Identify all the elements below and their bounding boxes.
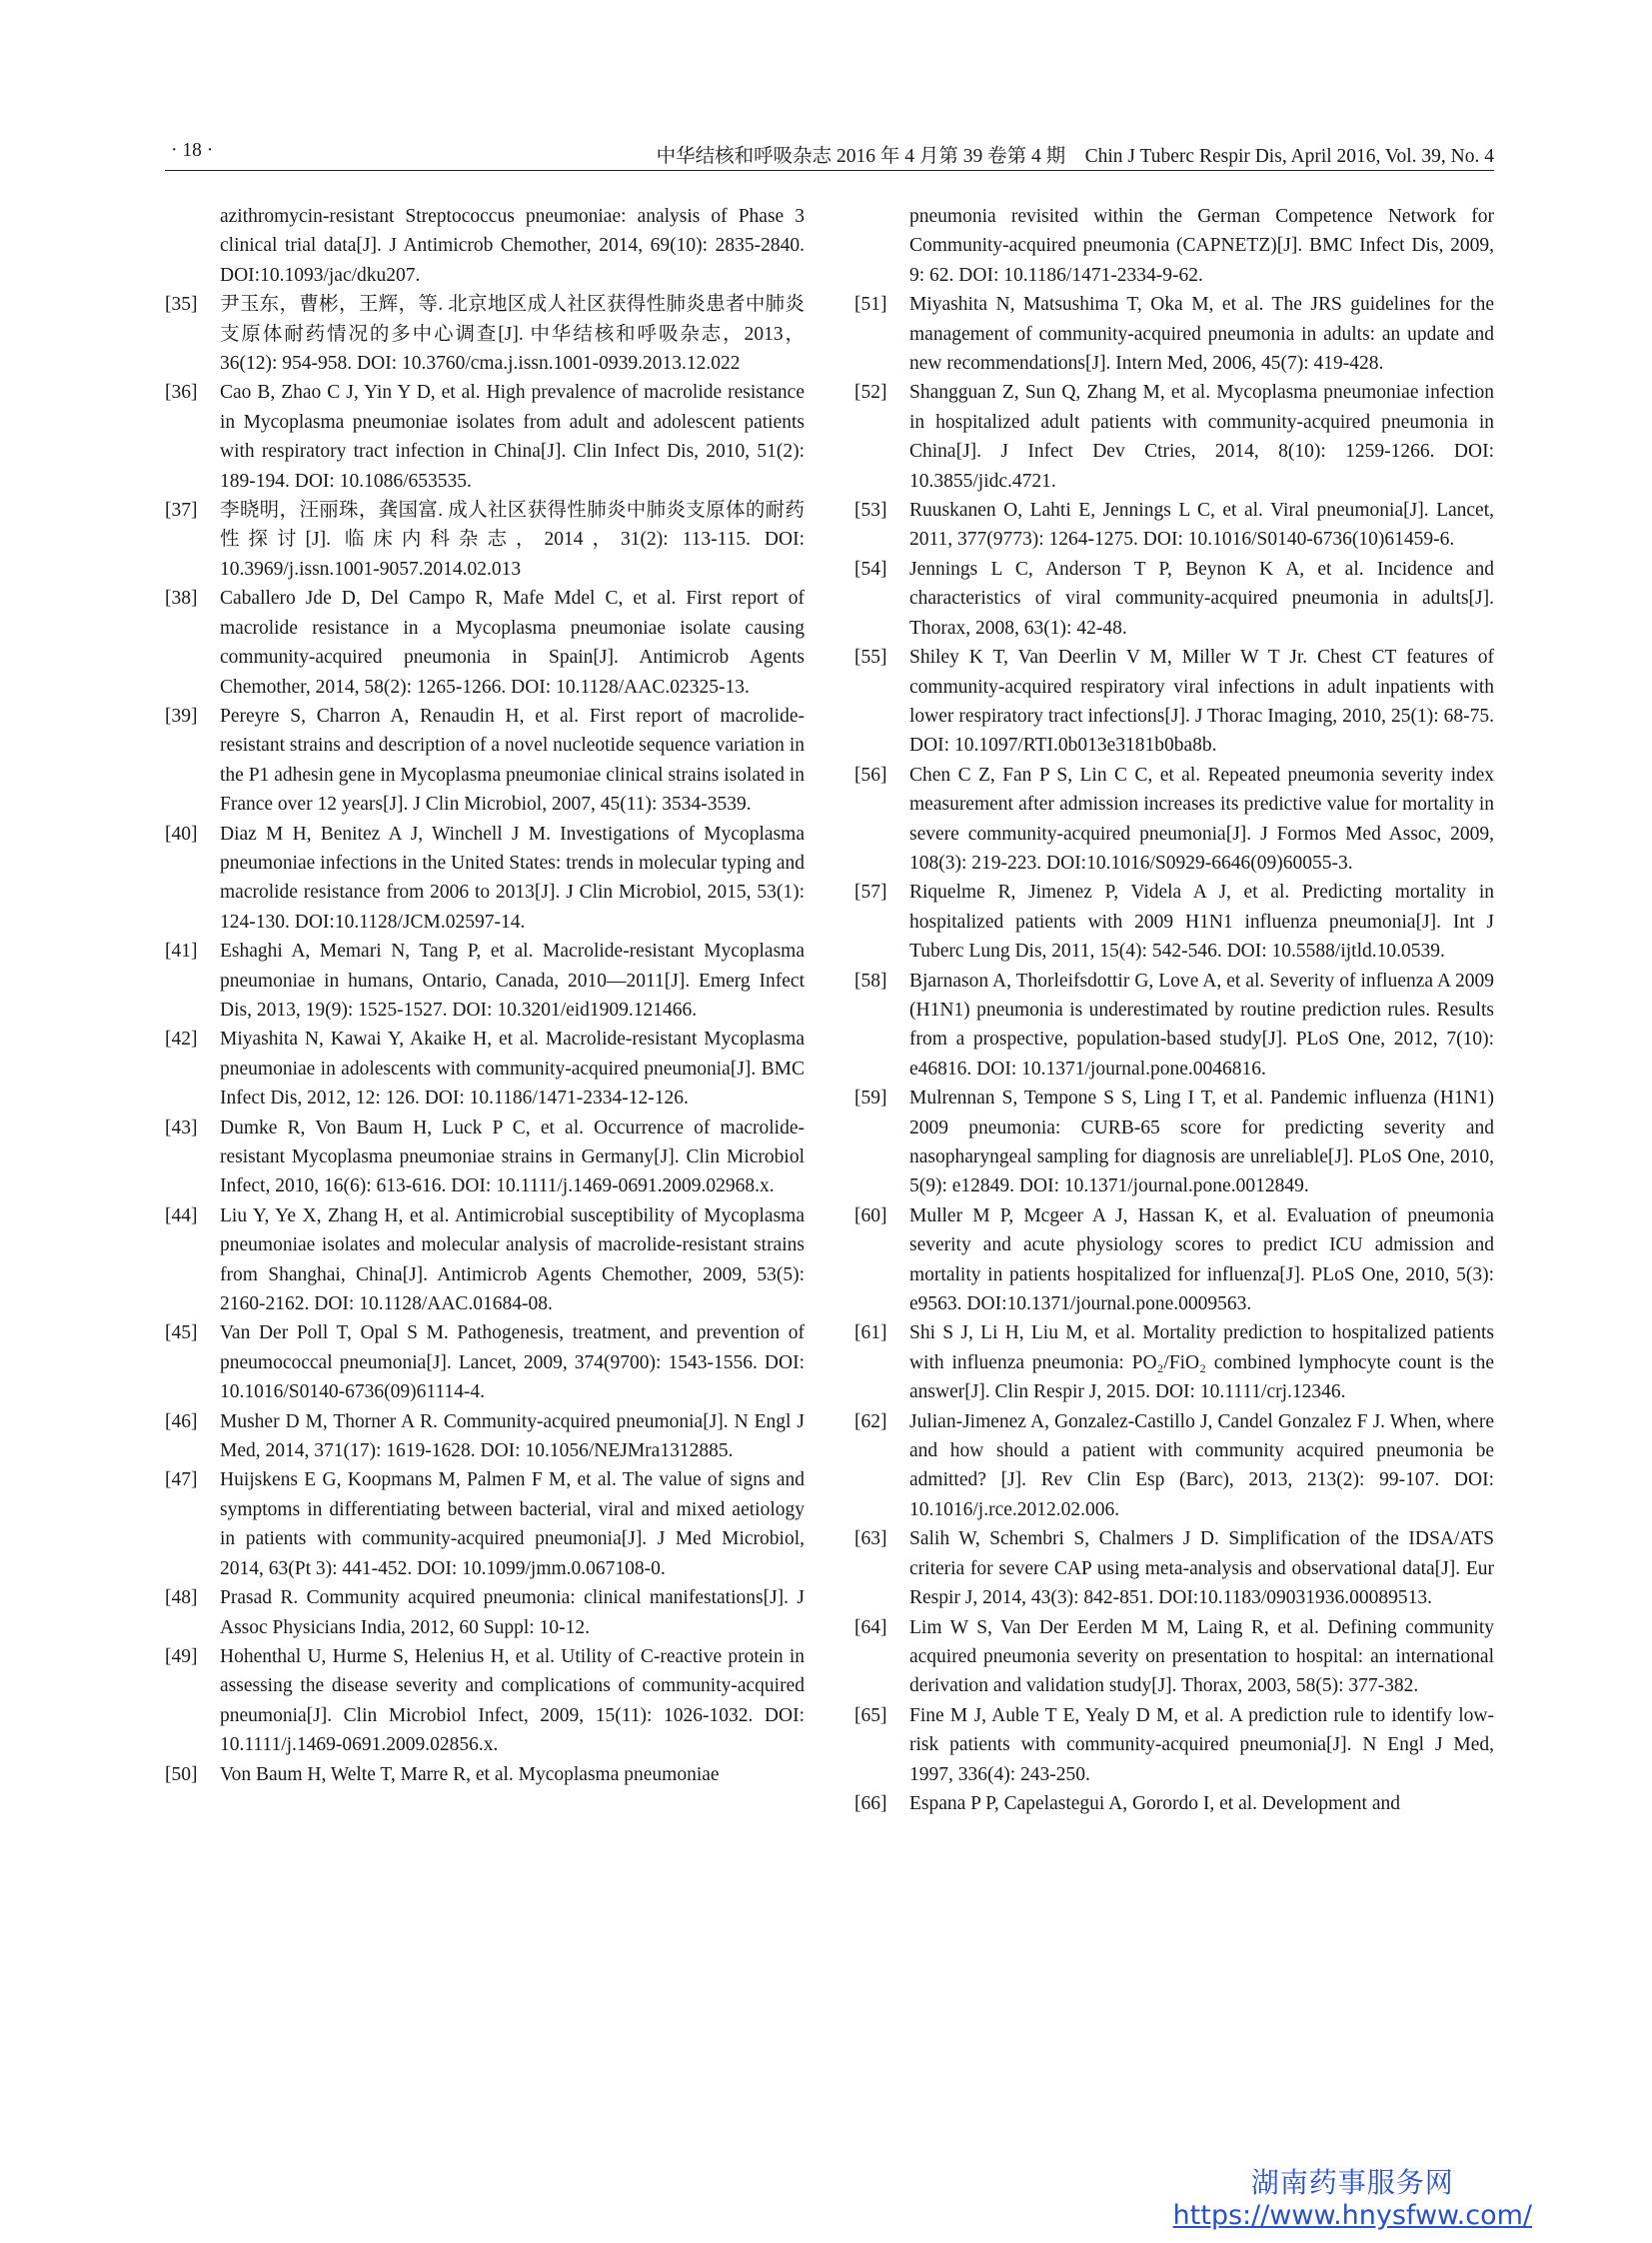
reference-text: Mulrennan S, Tempone S S, Ling I T, et al. Pandemic influenza (H1N1) 2009 pneumonia: CURB-65 score for predicting severity and nasopharyngeal sampling for diagnosis are unreliable[J]. PLoS One, 2010, 5(9): e12849. DOI: 10.1371/journal.pone.0012849. [909, 1088, 1494, 1197]
reference-item [165, 1407, 805, 1466]
running-header [165, 134, 1494, 171]
reference-text: Shi S J, Li H, Liu M, et al. Mortality prediction to hospitalized patients with influenza pneumonia: PO₂/FiO₂ combined lymphocyte count is the answer[J]. Clin Respir J, 2015. DOI: 10.1111/crj.12346. [909, 1322, 1494, 1403]
right-reference-column [854, 202, 1494, 1818]
reference-text: Huijskens E G, Koopmans M, Palmen F M, et al. The value of signs and symptoms in differentiating between bacterial, viral and mixed aetiology in patients with community-acquired pneumonia[J]. J Med Microbiol, 2014, 63(Pt 3): 441-452. DOI: 10.1099/jmm.0.067108-0. [220, 1469, 805, 1579]
reference-number: [53] [854, 500, 887, 522]
reference-text: pneumonia revisited within the German Competence Network for Community-acquired pneumonia (CAPNETZ)[J]. BMC Infect Dis, 2009, 9: 62. DOI: 10.1186/1471-2334-9-62. [909, 206, 1494, 286]
reference-item [165, 1583, 805, 1642]
reference-item [854, 1201, 1494, 1319]
reference-number: [66] [854, 1792, 887, 1814]
reference-text: Shiley K T, Van Deerlin V M, Miller W T Jr. Chest CT features of community-acquired respiratory viral infections in adult inpatients with lower respiratory tract infections[J]. J Thorac Imaging, 2010, 25(1): 68-75. DOI: 10.1097/RTI.0b013e3181b0ba8b. [909, 647, 1494, 757]
watermark-site-name: 湖南药事服务网 [1250, 2166, 1454, 2199]
reference-item [165, 820, 805, 938]
reference-number: [49] [165, 1645, 198, 1667]
reference-item [854, 1407, 1494, 1525]
reference-number: [65] [854, 1704, 887, 1726]
reference-item [165, 1760, 805, 1789]
reference-text: Von Baum H, Welte T, Marre R, et al. Mycoplasma pneumoniae [220, 1763, 720, 1785]
reference-item [165, 1318, 805, 1406]
reference-number: [46] [165, 1410, 198, 1432]
reference-text: Miyashita N, Kawai Y, Akaike H, et al. Macrolide-resistant Mycoplasma pneumoniae in adolescents with community-acquired pneumonia[J]. BMC Infect Dis, 2012, 12: 126. DOI: 10.1186/1471-2334-12-126. [220, 1029, 805, 1110]
reference-number: [61] [854, 1322, 887, 1344]
reference-text: Riquelme R, Jimenez P, Videla A J, et al. Predicting mortality in hospitalized patients with 2009 H1N1 influenza pneumonia[J]. Int J Tuberc Lung Dis, 2011, 15(4): 542-546. DOI: 10.5588/ijtld.10.0539. [909, 882, 1494, 963]
reference-item [854, 555, 1494, 643]
reference-number: [45] [165, 1322, 198, 1344]
reference-text: Musher D M, Thorner A R. Community-acquired pneumonia[J]. N Engl J Med, 2014, 371(17): 1619-1628. DOI: 10.1056/NEJMra1312885. [220, 1410, 805, 1462]
reference-continuation [854, 202, 1494, 290]
reference-number: [38] [165, 588, 198, 610]
reference-text: Liu Y, Ye X, Zhang H, et al. Antimicrobial susceptibility of Mycoplasma pneumoniae isolates and molecular analysis of macrolide-resistant strains from Shanghai, China[J]. Antimicrob Agents Chemother, 2009, 53(5): 2160-2162. DOI: 10.1128/AAC.01684-08. [220, 1204, 805, 1315]
reference-number: [37] [165, 500, 198, 522]
reference-item [854, 643, 1494, 761]
reference-number: [58] [854, 970, 887, 992]
reference-number: [55] [854, 647, 887, 669]
reference-number: [56] [854, 764, 887, 786]
reference-text: azithromycin-resistant Streptococcus pneumoniae: analysis of Phase 3 clinical trial data[J]. J Antimicrob Chemother, 2014, 69(10): 2835-2840. DOI:10.1093/jac/dku207. [220, 206, 805, 286]
reference-text: 尹玉东，曹彬，王辉，等. 北京地区成人社区获得性肺炎患者中肺炎支原体耐药情况的多中心调查[J]. 中华结核和呼吸杂志，2013，36(12): 954-958. DOI: 10.3760/cma.j.issn.1001-0939.2013.12.022 [220, 294, 805, 375]
reference-continuation [165, 202, 805, 290]
reference-text: Cao B, Zhao C J, Yin Y D, et al. High prevalence of macrolide resistance in Mycoplasma pneumoniae isolates from adult and adolescent patients with respiratory tract infection in China[J]. Clin Infect Dis, 2010, 51(2): 189-194. DOI: 10.1086/653535. [220, 382, 805, 492]
reference-number: [40] [165, 823, 198, 845]
left-reference-column [165, 202, 805, 1789]
reference-item [854, 1789, 1494, 1818]
reference-number: [59] [854, 1088, 887, 1110]
reference-item [854, 761, 1494, 879]
reference-text: Van Der Poll T, Opal S M. Pathogenesis, treatment, and prevention of pneumococcal pneumonia[J]. Lancet, 2009, 374(9700): 1543-1556. DOI: 10.1016/S0140-6736(09)61114-4. [220, 1322, 805, 1403]
reference-number: [50] [165, 1763, 198, 1785]
reference-number: [64] [854, 1616, 887, 1638]
reference-item [165, 496, 805, 584]
reference-item [165, 1465, 805, 1583]
reference-text: Jennings L C, Anderson T P, Beynon K A, et al. Incidence and characteristics of viral community-acquired pneumonia in adults[J]. Thorax, 2008, 63(1): 42-48. [909, 558, 1494, 639]
reference-item [854, 1084, 1494, 1201]
reference-text: Salih W, Schembri S, Chalmers J D. Simplification of the IDSA/ATS criteria for severe CAP using meta-analysis and observational data[J]. Eur Respir J, 2014, 43(3): 842-851. DOI:10.1183/09031936.00089513. [909, 1528, 1494, 1609]
watermark [1173, 2167, 1532, 2233]
reference-item [165, 702, 805, 820]
reference-number: [48] [165, 1587, 198, 1609]
reference-text: Pereyre S, Charron A, Renaudin H, et al. First report of macrolide-resistant strains and description of a novel nucleotide sequence variation in the P1 adhesin gene in Mycoplasma pneumoniae clinical strains isolated in France over 12 years[J]. J Clin Microbiol, 2007, 45(11): 3534-3539. [220, 705, 805, 816]
reference-item [854, 1701, 1494, 1789]
journal-citation: 中华结核和呼吸杂志 2016 年 4 月第 39 卷第 4 期 Chin J Tuberc Respir Dis, April 2016, Vol. 39, No. 4 [656, 146, 1494, 167]
page-number: · 18 · [171, 140, 214, 161]
reference-text: Eshaghi A, Memari N, Tang P, et al. Macrolide-resistant Mycoplasma pneumoniae in humans, Ontario, Canada, 2010—2011[J]. Emerg Infect Dis, 2013, 19(9): 1525-1527. DOI: 10.3201/eid1909.121466. [220, 941, 805, 1021]
reference-item [165, 1114, 805, 1201]
reference-item [165, 1642, 805, 1760]
reference-text: Dumke R, Von Baum H, Luck P C, et al. Occurrence of macrolide-resistant Mycoplasma pneumoniae strains in Germany[J]. Clin Microbiol Infect, 2010, 16(6): 613-616. DOI: 10.1111/j.1469-0691.2009.02968.x. [220, 1117, 805, 1197]
reference-number: [52] [854, 382, 887, 404]
reference-number: [42] [165, 1029, 198, 1051]
reference-text: Caballero Jde D, Del Campo R, Mafe Mdel C, et al. First report of macrolide resistance in a Mycoplasma pneumoniae isolate causing community-acquired pneumonia in Spain[J]. Antimicrob Agents Chemother, 2014, 58(2): 1265-1266. DOI: 10.1128/AAC.02325-13. [220, 588, 805, 698]
reference-text: Bjarnason A, Thorleifsdottir G, Love A, et al. Severity of influenza A 2009 (H1N1) pneumonia is underestimated by routine prediction rules. Results from a prospective, population-based study[J]. PLoS One, 2012, 7(10): e46816. DOI: 10.1371/journal.pone.0046816. [909, 970, 1494, 1080]
reference-number: [47] [165, 1469, 198, 1491]
reference-text: Ruuskanen O, Lahti E, Jennings L C, et al. Viral pneumonia[J]. Lancet, 2011, 377(9773): 1264-1275. DOI: 10.1016/S0140-6736(10)61459-6. [909, 500, 1494, 551]
watermark-url[interactable]: https://www.hnysfww.com/ [1172, 2200, 1532, 2231]
reference-item [854, 878, 1494, 966]
reference-item [165, 378, 805, 496]
reference-item [854, 290, 1494, 378]
reference-text: Fine M J, Auble T E, Yealy D M, et al. A prediction rule to identify low-risk patients with community-acquired pneumonia[J]. N Engl J Med, 1997, 336(4): 243-250. [909, 1704, 1494, 1785]
reference-number: [43] [165, 1117, 198, 1138]
reference-text: Chen C Z, Fan P S, Lin C C, et al. Repeated pneumonia severity index measurement after admission increases its predictive value for mortality in severe community-acquired pneumonia[J]. J Formos Med Assoc, 2009, 108(3): 219-223. DOI:10.1016/S0929-6646(09)60055-3. [909, 764, 1494, 874]
reference-number: [35] [165, 294, 198, 316]
reference-text: Muller M P, Mcgeer A J, Hassan K, et al. Evaluation of pneumonia severity and acute physiology scores to predict ICU admission and mortality in patients hospitalized for influenza[J]. PLoS One, 2010, 5(3): e9563. DOI:10.1371/journal.pone.0009563. [909, 1204, 1494, 1315]
reference-number: [63] [854, 1528, 887, 1550]
reference-number: [62] [854, 1410, 887, 1432]
reference-text: 李晓明，汪丽珠，龚国富. 成人社区获得性肺炎中肺炎支原体的耐药性探讨[J]. 临床内科杂志，2014，31(2): 113-115. DOI: 10.3969/j.issn.1001-9057.2014.02.013 [220, 500, 805, 580]
reference-item [854, 1318, 1494, 1406]
reference-text: Shangguan Z, Sun Q, Zhang M, et al. Mycoplasma pneumoniae infection in hospitalized adult patients with community-acquired pneumonia in China[J]. J Infect Dev Ctries, 2014, 8(10): 1259-1266. DOI: 10.3855/jidc.4721. [909, 382, 1494, 492]
reference-text: Hohenthal U, Hurme S, Helenius H, et al. Utility of C-reactive protein in assessing the disease severity and complications of community-acquired pneumonia[J]. Clin Microbiol Infect, 2009, 15(11): 1026-1032. DOI: 10.1111/j.1469-0691.2009.02856.x. [220, 1645, 805, 1756]
reference-text: Lim W S, Van Der Eerden M M, Laing R, et al. Defining community acquired pneumonia severity on presentation to hospital: an international derivation and validation study[J]. Thorax, 2003, 58(5): 377-382. [909, 1616, 1494, 1697]
reference-item [165, 584, 805, 702]
reference-item [854, 378, 1494, 496]
reference-item [854, 1613, 1494, 1701]
reference-number: [51] [854, 294, 887, 316]
reference-number: [39] [165, 705, 198, 727]
reference-number: [60] [854, 1204, 887, 1226]
reference-number: [41] [165, 941, 198, 963]
reference-item [165, 1201, 805, 1319]
reference-item [165, 937, 805, 1025]
reference-number: [44] [165, 1204, 198, 1226]
reference-text: Miyashita N, Matsushima T, Oka M, et al. The JRS guidelines for the management of community-acquired pneumonia in adults: an update and new recommendations[J]. Intern Med, 2006, 45(7): 419-428. [909, 294, 1494, 375]
reference-text: Diaz M H, Benitez A J, Winchell J M. Investigations of Mycoplasma pneumoniae infections in the United States: trends in molecular typing and macrolide resistance from 2006 to 2013[J]. J Clin Microbiol, 2015, 53(1): 124-130. DOI:10.1128/JCM.02597-14. [220, 823, 805, 933]
reference-item [854, 1524, 1494, 1612]
reference-item [854, 496, 1494, 555]
reference-text: Prasad R. Community acquired pneumonia: clinical manifestations[J]. J Assoc Physicians India, 2012, 60 Suppl: 10-12. [220, 1587, 805, 1638]
reference-number: [57] [854, 882, 887, 904]
reference-number: [54] [854, 558, 887, 580]
reference-item [854, 967, 1494, 1085]
reference-number: [36] [165, 382, 198, 404]
reference-item [165, 1025, 805, 1113]
reference-text: Espana P P, Capelastegui A, Gorordo I, et al. Development and [909, 1792, 1401, 1814]
reference-text: Julian-Jimenez A, Gonzalez-Castillo J, Candel Gonzalez F J. When, where and how should a patient with community acquired pneumonia be admitted? [J]. Rev Clin Esp (Barc), 2013, 213(2): 99-107. DOI: 10.1016/j.rce.2012.02.006. [909, 1410, 1494, 1520]
reference-item [165, 290, 805, 378]
